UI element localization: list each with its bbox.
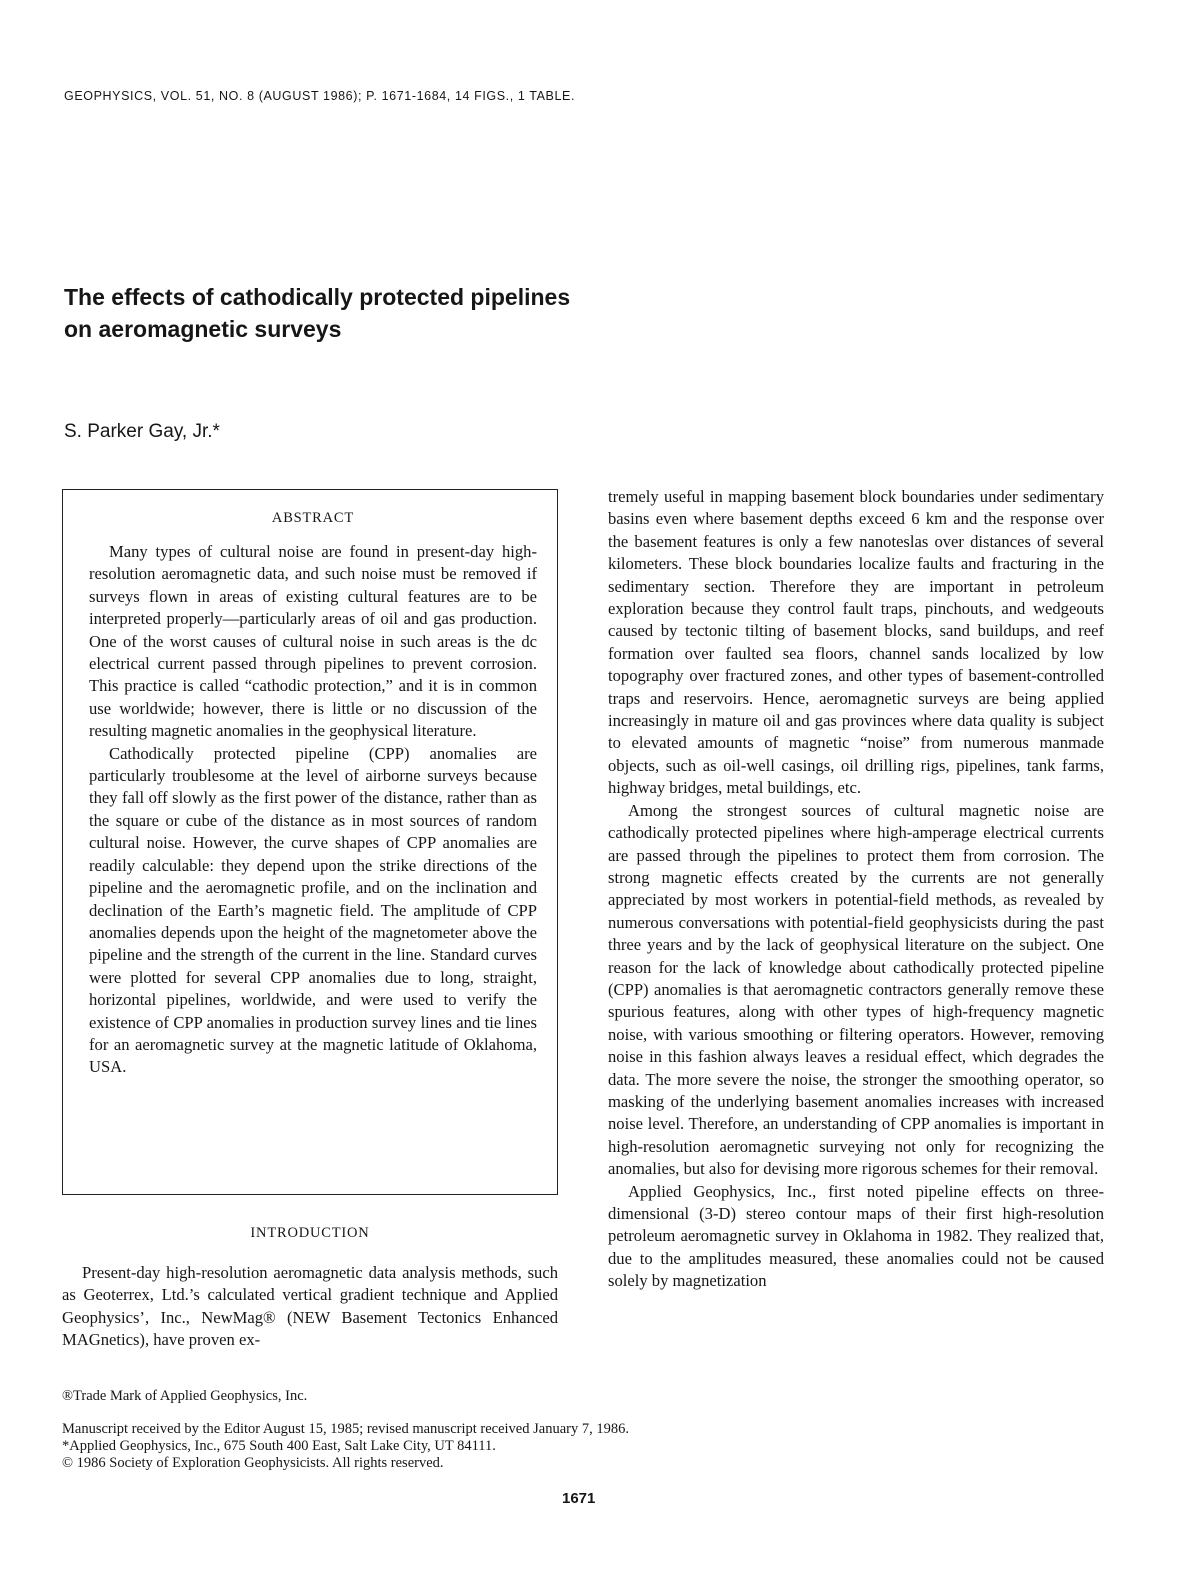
introduction-heading: INTRODUCTION — [250, 1225, 370, 1241]
trademark-note: ®Trade Mark of Applied Geophysics, Inc. — [62, 1388, 308, 1404]
article-title — [64, 281, 570, 345]
author-name: S. Parker Gay, Jr.* — [64, 421, 220, 442]
introduction-section — [62, 1225, 558, 1352]
footnote-manuscript-dates: Manuscript received by the Editor August 15, 1985; revised manuscript received January 7, 1986. — [62, 1421, 629, 1437]
footnote-author-affiliation: *Applied Geophysics, Inc., 675 South 400 East, Salt Lake City, UT 84111. — [62, 1438, 496, 1454]
introduction-paragraph: Present-day high-resolution aeromagnetic data analysis methods, such as Geoterrex, Ltd.’s calculated vertical gradient technique and Applied Geophysics’, Inc., NewMag® (NEW Basement Tectonics Enhanced MAGnetics), have proven ex- — [62, 1263, 558, 1350]
abstract-paragraph: Cathodically protected pipeline (CPP) anomalies are particularly troublesome at the level of airborne surveys because they fall off slowly as the first power of the distance, rather than as the square or cube of the distance as in most sources of random cultural noise. However, the curve shapes of CPP anomalies are readily calculable: they depend upon the strike directions of the pipeline and the aeromagnetic profile, and on the inclination and declination of the Earth’s magnetic field. The amplitude of CPP anomalies depends upon the height of the magnetometer above the pipeline and the strength of the current in the line. Standard curves were plotted for several CPP anomalies due to long, straight, horizontal pipelines, worldwide, and were used to verify the existence of CPP anomalies in production survey lines and tie lines for an aeromagnetic survey at the magnetic latitude of Oklahoma, USA. — [89, 743, 537, 1077]
abstract-box — [62, 489, 558, 1195]
body-paragraph: tremely useful in mapping basement block boundaries under sedimentary basins even where basement depths exceed 6 km and the response over the basement features is only a few nanoteslas over distances of several kilometers. These block boundaries localize faults and fracturing in the sedimentary section. Therefore they are important in petroleum exploration because they control fault traps, pinchouts, and wedgeouts caused by tectonic tilting of basement blocks, sand buildups, and reef formation over faulted sea floors, channel sands localized by low topography over fractured zones, and other types of basement-controlled traps and reservoirs. Hence, aeromagnetic surveys are being applied increasingly in mature oil and gas provinces where data quality is subject to elevated amounts of magnetic “noise” from numerous manmade objects, such as oil-well casings, oil drilling rigs, pipelines, tank farms, highway bridges, metal buildings, etc. — [608, 487, 1104, 798]
footnotes — [62, 1421, 629, 1472]
right-column-body — [608, 486, 1104, 1293]
journal-citation-header: GEOPHYSICS, VOL. 51, NO. 8 (AUGUST 1986); P. 1671-1684, 14 FIGS., 1 TABLE. — [64, 89, 576, 103]
article-title-line-1: The effects of cathodically protected pipelines — [64, 284, 571, 310]
body-paragraph: Applied Geophysics, Inc., first noted pipeline effects on three-dimensional (3-D) stereo contour maps of their first high-resolution petroleum aeromagnetic survey in Oklahoma in 1982. They realized that, due to the amplitudes measured, these anomalies could not be caused solely by magnetization — [608, 1181, 1104, 1291]
page-number: 1671 — [562, 1490, 596, 1507]
article-title-line-2: on aeromagnetic surveys — [64, 316, 342, 342]
abstract-paragraph: Many types of cultural noise are found in present-day high-resolution aeromagnetic data, and such noise must be removed if surveys flown in areas of existing cultural features are to be interpreted properly—particularly areas of oil and gas production. One of the worst causes of cultural noise in such areas is the dc electrical current passed through pipelines to prevent corrosion. This practice is called “cathodic protection,” and it is in common use worldwide; however, there is little or no discussion of the resulting magnetic anomalies in the geophysical literature. — [89, 542, 537, 741]
body-paragraph: Among the strongest sources of cultural magnetic noise are cathodically protected pipelines where high-amperage electrical currents are passed through the pipelines to protect them from corrosion. The strong magnetic effects created by the currents are not generally appreciated by most workers in potential-field methods, as revealed by numerous conversations with potential-field geophysicists during the past three years and by the lack of geophysical literature on the subject. One reason for the lack of knowledge about cathodically protected pipeline (CPP) anomalies is that aeromagnetic contractors generally remove these spurious features, along with other types of high-frequency magnetic noise, with various smoothing or filtering operators. However, removing noise in this fashion always leaves a residual effect, which degrades the data. The more severe the noise, the stronger the smoothing operator, so masking of the underlying basement anomalies increases with increased noise level. Therefore, an understanding of CPP anomalies is important in high-resolution aeromagnetic surveying not only for recognizing the anomalies, but also for devising more rigorous schemes for their removal. — [608, 800, 1104, 1179]
footnote-copyright: © 1986 Society of Exploration Geophysicists. All rights reserved. — [62, 1455, 444, 1471]
abstract-heading: ABSTRACT — [271, 510, 355, 526]
